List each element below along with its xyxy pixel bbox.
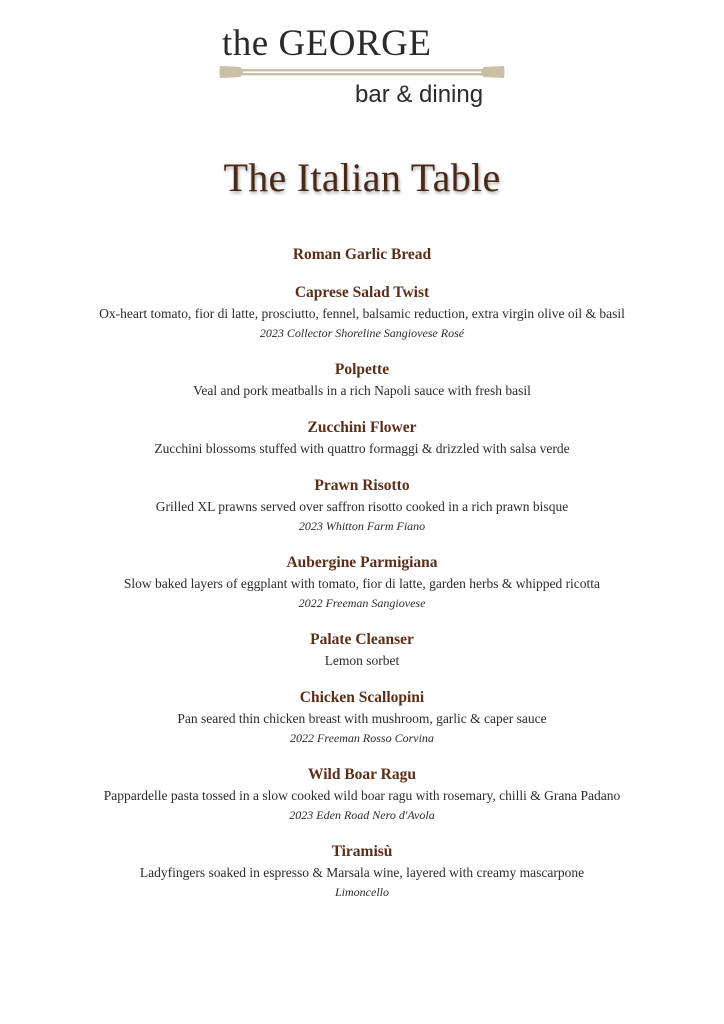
course-name: Roman Garlic Bread [292, 246, 432, 263]
course-name: Caprese Salad Twist [294, 284, 430, 301]
course-name: Palate Cleanser [310, 631, 414, 648]
wine-pairing: Limoncello [335, 885, 389, 899]
wine-pairing: 2023 Eden Road Nero d'Avola [289, 808, 435, 822]
course-item [60, 282, 664, 343]
course-description: Lemon sorbet [324, 653, 400, 668]
course-name: Polpette [334, 361, 390, 378]
course-description: Veal and pork meatballs in a rich Napoli sauce with fresh basil [193, 383, 531, 398]
course-description: Ox-heart tomato, fior di latte, prosciutto, fennel, balsamic reduction, extra virgin olive oil & basil [99, 306, 625, 321]
course-item [60, 244, 664, 266]
course-item [60, 764, 664, 825]
course-description: Zucchini blossoms stuffed with quattro formaggi & drizzled with salsa verde [154, 441, 570, 456]
course-list [60, 244, 664, 918]
course-item [60, 475, 664, 536]
course-description: Pappardelle pasta tossed in a slow cooked wild boar ragu with rosemary, chilli & Grana Padano [103, 788, 621, 803]
course-name: Wild Boar Ragu [308, 766, 416, 783]
wine-pairing: 2022 Freeman Sangiovese [298, 596, 426, 610]
logo-subtitle: bar & dining [355, 81, 484, 108]
course-name: Zucchini Flower [307, 419, 417, 436]
course-name: Aubergine Parmigiana [286, 554, 438, 571]
course-item [60, 841, 664, 902]
course-description: Grilled XL prawns served over saffron risotto cooked in a rich prawn bisque [155, 499, 569, 514]
course-description: Slow baked layers of eggplant with tomato, fior di latte, garden herbs & whipped ricotta [123, 576, 601, 591]
course-item [60, 417, 664, 459]
menu-title: The Italian Table [223, 155, 501, 200]
course-name: Prawn Risotto [314, 477, 410, 494]
course-description: Ladyfingers soaked in espresso & Marsala wine, layered with creamy mascarpone [139, 865, 585, 880]
course-description: Pan seared thin chicken breast with mushroom, garlic & caper sauce [177, 711, 547, 726]
wine-pairing: 2022 Freeman Rosso Corvina [290, 731, 434, 745]
course-item [60, 552, 664, 613]
logo-name: the GEORGE [222, 23, 432, 64]
wine-pairing: 2023 Collector Shoreline Sangiovese Rosé [259, 326, 465, 340]
course-item [60, 687, 664, 748]
course-item [60, 359, 664, 401]
course-name: Tiramisù [331, 843, 393, 860]
course-item [60, 629, 664, 671]
course-name: Chicken Scallopini [299, 689, 425, 706]
logo [0, 0, 724, 120]
wine-pairing: 2023 Whitton Farm Fiano [298, 519, 426, 533]
